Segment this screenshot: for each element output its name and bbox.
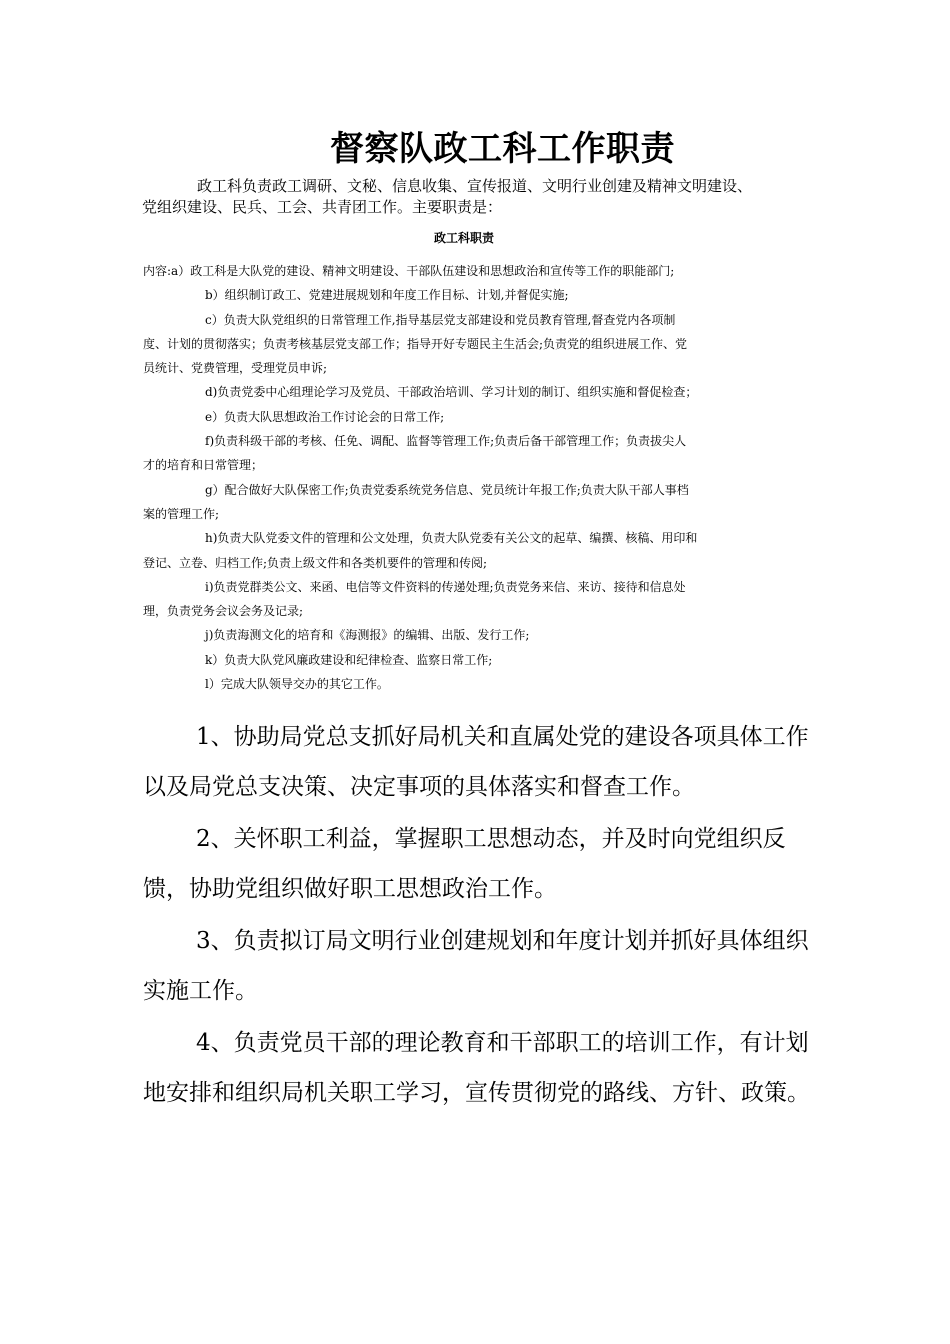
list-line: 内容:a）政工科是大队党的建设、精神文明建设、干部队伍建设和思想政治和宣传等工作的职能部门;: [143, 264, 675, 278]
list-line: j)负责海测文化的培育和《海测报》的编辑、出版、发行工作;: [205, 628, 530, 643]
list-line: 案的管理工作;: [143, 506, 220, 521]
list-line: i)负责党群类公文、来函、电信等文件资料的传递处理;负责党务来信、来访、接待和信息处: [205, 579, 686, 594]
main-duties: [143, 712, 813, 1120]
list-line: g）配合做好大队保密工作;负责党委系统党务信息、党员统计年报工作;负责大队干部人事档: [205, 482, 689, 497]
duty-paragraph: 1、协助局党总支抓好局机关和直属处党的建设各项具体工作以及局党总支决策、决定事项的具体落实和督查工作。: [143, 724, 809, 800]
duty-paragraph: 3、负责拟订局文明行业创建规划和年度计划并抓好具体组织实施工作。: [143, 928, 809, 1004]
section-subtitle: 政工科职责: [434, 231, 495, 245]
list-line: k）负责大队党风廉政建设和纪律检查、监察日常工作;: [205, 652, 493, 667]
responsibility-list: [143, 259, 828, 696]
list-line: c）负责大队党组织的日常管理工作,指导基层党支部建设和党员教育管理,督查党内各项制: [205, 312, 676, 327]
list-line: 度、计划的贯彻落实；负责考核基层党支部工作；指导开好专题民主生活会;负责党的组织进展工作、党: [143, 336, 688, 351]
intro-line: 政工科负责政工调研、文秘、信息收集、宣传报道、文明行业创建及精神文明建设、: [197, 177, 753, 195]
list-line: f)负责科级干部的考核、任免、调配、监督等管理工作;负责后备干部管理工作；负责拔尖人: [205, 434, 687, 449]
duty-paragraph: 4、负责党员干部的理论教育和干部职工的培训工作，有计划地安排和组织局机关职工学习，宣传贯彻党的路线、方针、政策。: [143, 1030, 810, 1106]
list-line: 登记、立卷、归档工作;负责上级文件和各类机要件的管理和传阅;: [143, 555, 488, 570]
intro-paragraph: [142, 176, 832, 218]
list-line: 才的培育和日常管理；: [143, 458, 264, 473]
list-line: e）负责大队思想政治工作讨论会的日常工作;: [205, 409, 445, 424]
list-line: h)负责大队党委文件的管理和公文处理，负责大队党委有关公文的起草、编撰、核稿、用印和: [205, 531, 698, 546]
list-line: 员统计、党费管理，受理党员申诉;: [143, 361, 328, 376]
intro-line: 党组织建设、民兵、工会、共青团工作。主要职责是：: [142, 198, 503, 216]
duty-paragraph: 2、关怀职工利益，掌握职工思想动态，并及时向党组织反馈，协助党组织做好职工思想政治工作。: [143, 826, 786, 902]
list-line: l）完成大队领导交办的其它工作。: [205, 677, 389, 692]
list-line: 理，负责党务会议会务及记录;: [143, 604, 304, 619]
document-title: 督察队政工科工作职责: [330, 129, 675, 169]
list-line: b）组织制订政工、党建进展规划和年度工作目标、计划,并督促实施;: [205, 288, 569, 303]
list-line: d)负责党委中心组理论学习及党员、干部政治培训、学习计划的制订、组织实施和督促检查；: [205, 385, 698, 400]
